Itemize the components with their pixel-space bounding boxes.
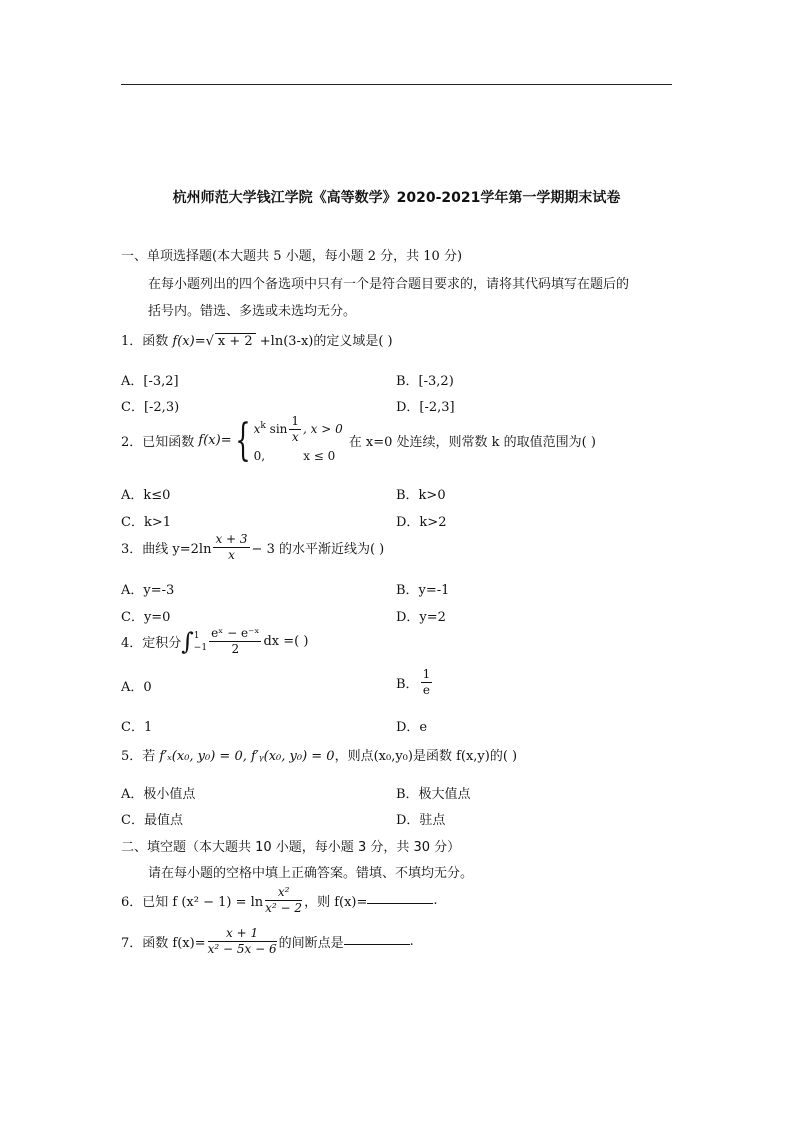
- q5-label: 5．若: [121, 749, 160, 764]
- q3-label: 3．曲线 y=2ln: [121, 542, 212, 557]
- q7-end: .: [409, 934, 414, 949]
- q4-option-d: D．e: [396, 720, 428, 735]
- q6-rest: ，则 f(x)=: [304, 895, 368, 910]
- q4-option-a: A．0: [121, 680, 152, 695]
- q5-rest: ，则点(x₀,y₀)是函数 f(x,y)的( ): [334, 749, 518, 764]
- q6-frac-num: x²: [265, 885, 302, 901]
- q2-piece1-sin: sin: [265, 422, 288, 436]
- page-title: 杭州师范大学钱江学院《高等数学》2020-2021学年第一学期期末试卷: [172, 190, 621, 206]
- q3-fraction: [213, 532, 249, 563]
- q6-answer-blank[interactable]: [367, 891, 433, 904]
- question-3: [121, 532, 384, 563]
- question-5: [121, 745, 517, 764]
- q3-option-c: C．y=0: [121, 610, 171, 625]
- section1-instruction-2: 括号内。错选、多选或未选均无分。: [148, 304, 357, 319]
- q2-label: 2．已知函数: [121, 435, 199, 450]
- q3-option-b: B．y=-1: [396, 583, 450, 598]
- q4-label: 4．定积分: [121, 636, 182, 651]
- q6-fraction: [265, 885, 302, 916]
- q6-label: 6．已知 f (x² − 1) = ln: [121, 895, 264, 910]
- q5-condition: f′ₓ(x₀, y₀) = 0, f′ᵧ(x₀, y₀) = 0: [159, 749, 335, 764]
- q2-option-a: A．k≤0: [121, 488, 171, 503]
- q2-piece1-base: x: [253, 422, 261, 436]
- q7-rest: 的间断点是: [278, 936, 344, 951]
- q5-option-d: D．驻点: [396, 813, 446, 828]
- q2-rest: 在 x=0 处连续，则常数 k 的取值范围为( ): [348, 435, 596, 450]
- question-6: [121, 885, 438, 916]
- integral-symbol: ∫: [181, 627, 194, 656]
- q7-frac-den: x² − 5x − 6: [207, 942, 277, 956]
- q7-frac-num: x + 1: [208, 926, 277, 942]
- question-7: [121, 926, 414, 957]
- q2-frac-num: 1: [291, 414, 300, 428]
- q1-option-d: D．[-2,3]: [396, 400, 455, 415]
- q2-option-c: C．k>1: [121, 515, 171, 530]
- q2-piece1-exp: k: [260, 421, 266, 431]
- q2-piece-2: 0, x ≤ 0: [253, 449, 336, 463]
- q7-fraction: [208, 926, 277, 957]
- question-1: [121, 330, 393, 349]
- q4-frac-num: eˣ − e⁻ˣ: [211, 626, 260, 640]
- section1-instruction-1: 在每小题列出的四个备选项中只有一个是符合题目要求的，请将其代码填写在题后的: [148, 277, 630, 292]
- section2-instruction: 请在每小题的空格中填上正确答案。错填、不填均无分。: [148, 866, 474, 881]
- q5-option-a: A．极小值点: [121, 787, 196, 802]
- q5-option-c: C．最值点: [121, 813, 183, 828]
- q2-piece1-cond: , x > 0: [303, 422, 343, 436]
- q4-option-c: C．1: [121, 720, 153, 735]
- q4-option-b-label: B．: [396, 677, 419, 692]
- q4-option-b: [396, 667, 434, 698]
- q2-option-d: D．k>2: [396, 515, 447, 530]
- q4-upper-limit: 1: [193, 630, 200, 641]
- q4-frac-den: 2: [231, 642, 240, 656]
- q1-option-a: A．[-3,2]: [121, 374, 179, 389]
- q4-option-b-fraction: [421, 667, 433, 698]
- q2-frac-den: x: [291, 430, 299, 444]
- section2-heading: 二、填空题（本大题共 10 小题，每小题 3 分，共 30 分）: [121, 840, 461, 855]
- q3-option-a: A．y=-3: [121, 583, 175, 598]
- q5-option-b: B．极大值点: [396, 787, 471, 802]
- q1-option-c: C．[-2,3): [121, 400, 180, 415]
- q3-rest: − 3 的水平渐近线为( ): [251, 542, 385, 557]
- sqrt-sign: √: [205, 334, 214, 349]
- q2-func: f(x)=: [198, 433, 232, 448]
- q4-option-b-num: 1: [422, 667, 431, 681]
- q1-func: f(x)=: [172, 334, 206, 349]
- brace-symbol: {: [234, 414, 251, 466]
- q4-rest: dx =( ): [263, 634, 309, 649]
- question-2: [121, 414, 596, 467]
- q7-answer-blank[interactable]: [344, 932, 410, 945]
- q1-label: 1．函数: [121, 334, 173, 349]
- q2-fraction: [289, 414, 301, 445]
- q2-piecewise: [254, 414, 343, 467]
- q6-end: .: [433, 893, 438, 908]
- q3-option-d: D．y=2: [396, 610, 446, 625]
- q1-option-b: B．[-3,2): [396, 374, 454, 389]
- q3-frac-den: x: [228, 548, 235, 562]
- q2-piece-1: [254, 414, 343, 445]
- q3-frac-num: x + 3: [215, 532, 248, 546]
- q4-limits: [194, 630, 207, 654]
- q1-rest: +ln(3-x)的定义域是( ): [255, 334, 393, 349]
- header-rule: [121, 84, 672, 85]
- q6-frac-den: x² − 2: [265, 901, 303, 915]
- q4-option-b-den: e: [422, 683, 430, 697]
- section1-heading: 一、单项选择题(本大题共 5 小题，每小题 2 分，共 10 分): [121, 249, 463, 264]
- q1-radicand: x + 2: [215, 333, 256, 349]
- q4-fraction: [209, 626, 261, 657]
- q7-label: 7．函数 f(x)=: [121, 936, 206, 951]
- question-4: [121, 626, 308, 657]
- q4-lower-limit: −1: [193, 642, 208, 653]
- q2-option-b: B．k>0: [396, 488, 446, 503]
